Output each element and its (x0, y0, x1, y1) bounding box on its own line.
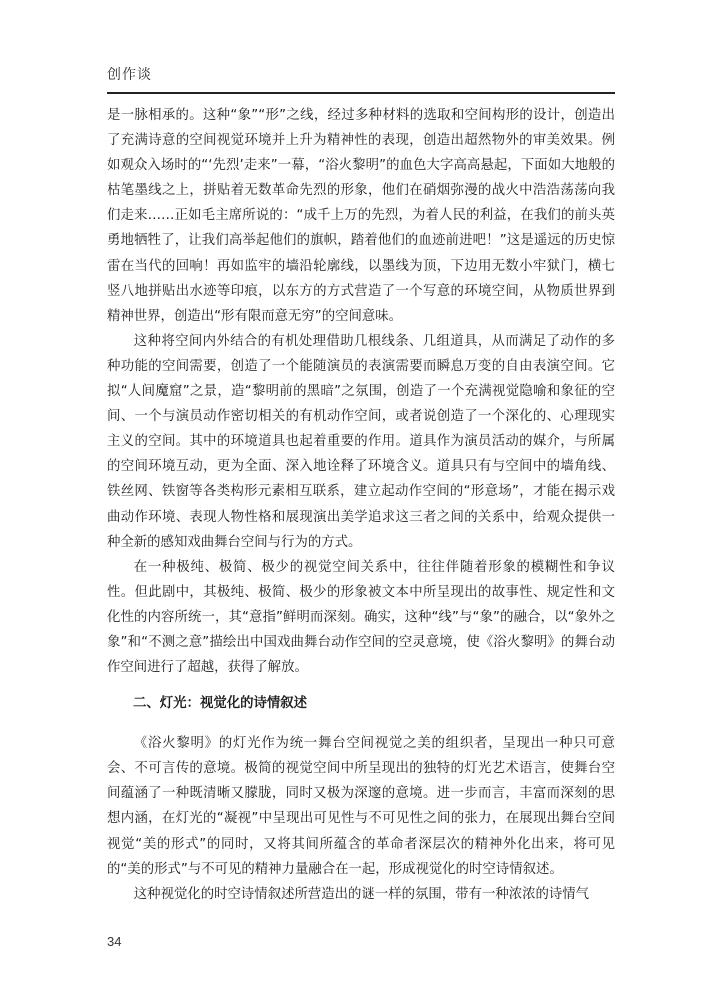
paragraph-1: 是一脉相承的。这种“象”“形”之线，经过多种材料的选取和空间构形的设计，创造出了充满诗意的空间视觉环境并上升为精神性的表现，创造出超然物外的审美效果。例如观众入场时的“‘先烈’走来”一幕，“浴火黎明”的血色大字高高悬起，下面如大地般的枯笔墨线之上，拼贴着无数革命先烈的形象，他们在硝烟弥漫的战火中浩浩荡荡向我们走来……正如毛主席所说的：“成千上万的先烈，为着人民的利益，在我们的前头英勇地牺牲了，让我们高举起他们的旗帜，踏着他们的血迹前进吧！”这是遥远的历史惊雷在当代的回响！再如监牢的墙沿轮廓线，以墨线为顶，下边用无数小牢狱门，横七竖八地拼贴出水迹等印痕，以东方的方式营造了一个写意的环境空间，从物质世界到精神世界，创造出“形有限而意无穷”的空间意味。 (107, 108, 615, 324)
paragraph-3: 在一种极纯、极简、极少的视觉空间关系中，往往伴随着形象的模糊性和争议性。但此剧中，其极纯、极简、极少的形象被文本中所呈现出的故事性、规定性和文化性的内容所统一，其“意指”鲜明而深刻。确实，这种“线”与“象”的融合，以“象外之象”和“不测之意”描绘出中国戏曲舞台动作空间的空灵意境，使《浴火黎明》的舞台动作空间进行了超越，获得了解放。 (107, 559, 615, 676)
article-body (107, 103, 615, 907)
section-heading: 二、灯光：视觉化的诗情叙述 (133, 696, 308, 712)
running-header (107, 66, 615, 94)
paragraph-5: 这种视觉化的时空诗情叙述所营造出的谜一样的氛围，带有一种浓浓的诗情气 (133, 886, 590, 902)
page-number: 34 (107, 934, 122, 949)
paragraph-2: 这种将空间内外结合的有机处理借助几根线条、几组道具，从而满足了动作的多种功能的空间需要，创造了一个能随演员的表演需要而瞬息万变的自由表演空间。它拟“人间魔窟”之景，造“黎明前的黑暗”之氛围，创造了一个充满视觉隐喻和象征的空间、一个与演员动作密切相关的有机动作空间，或者说创造了一个深化的、心理现实主义的空间。其中的环境道具也起着重要的作用。道具作为演员活动的媒介，与所属的空间环境互动，更为全面、深入地诠释了环境含义。道具只有与空间中的墙角线、铁丝网、铁窗等各类构形元素相互联系，建立起动作空间的“形意场”，才能在揭示戏曲动作环境、表现人物性格和展现演出美学追求这三者之间的关系中，给观众提供一种全新的感知戏曲舞台空间与行为的方式。 (107, 333, 615, 550)
paragraph-4: 《浴火黎明》的灯光作为统一舞台空间视觉之美的组织者，呈现出一种只可意会、不可言传的意境。极简的视觉空间中所呈现出的独特的灯光艺术语言，使舞台空间蕴涵了一种既清晰又朦胧，同时又极为深邃的意境。进一步而言，丰富而深刻的思想内涵，在灯光的“凝视”中呈现出可见性与不可见性之间的张力，在展现出舞台空间视觉“美的形式”的同时，又将其间所蕴含的革命者深层次的精神外化出来，将可见的“美的形式”与不可见的精神力量融合在一起，形成视觉化的时空诗情叙述。 (107, 736, 615, 877)
header-title: 创作谈 (107, 67, 152, 83)
